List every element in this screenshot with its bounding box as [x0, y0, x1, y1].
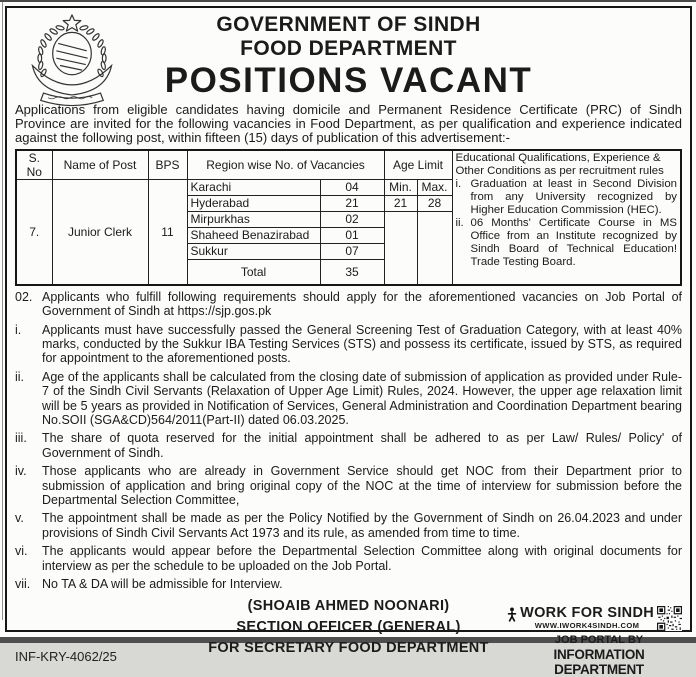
scan-top-rule [0, 0, 696, 2]
condition-item [15, 431, 682, 459]
cell-region-name: Hyderabad [187, 195, 320, 211]
condition-item [15, 511, 682, 539]
scan-left-rule [2, 2, 3, 620]
advertisement-ref-number: INF-KRY-4062/25 [15, 649, 117, 665]
subheader-min: Min. [384, 179, 417, 195]
iwork-url: WWW.IWORK4SINDH.COM [534, 621, 640, 631]
ad-footer [15, 593, 682, 677]
condition-text: Applicants must have successfully passed the General Screening Test of Graduation Category, with at least 40% marks, conducted by the Sukkur IBA Testing Services (STS) and possess its certificate, issued by STS, as required for appointment to the aforementioned posts. [42, 323, 682, 366]
cell-age-max: 28 [417, 195, 452, 211]
cell-region-count: 21 [320, 195, 384, 211]
condition-item [15, 290, 682, 318]
cell-total-count: 35 [320, 259, 384, 285]
col-header-age-limit: Age Limit [384, 150, 452, 180]
positions-vacant-title: POSITIONS VACANT [164, 61, 533, 100]
condition-item [15, 464, 682, 507]
condition-number: iv. [15, 464, 27, 479]
qualification-number: i. [455, 177, 462, 190]
signatory-for: FOR SECRETARY FOOD DEPARTMENT [208, 640, 489, 657]
conditions-list [15, 290, 682, 591]
cell-region-count: 04 [320, 179, 384, 195]
condition-text: No TA & DA will be admissible for Interview. [42, 577, 283, 592]
col-header-bps: BPS [148, 150, 187, 180]
cell-region-name: Mirpurkhas [187, 211, 320, 227]
qualification-number: ii. [455, 217, 464, 230]
department-title: FOOD DEPARTMENT [240, 37, 457, 60]
sindh-government-emblem-icon [21, 14, 123, 106]
portal-line2: INFORMATION DEPARTMENT [553, 647, 645, 677]
signatory-title: SECTION OFFICER (GENERAL) [236, 619, 461, 636]
condition-item [15, 544, 682, 572]
qualification-text: Graduation at least in Second Division from any University recognized by Higher Education Commission (HEC). [470, 177, 677, 216]
signatory-name: (SHOAIB AHMED NOONARI) [247, 598, 450, 615]
qualification-text: 06 Months' Certificate Course in MS Office from an Institute recognized by Sindh Board of Technical Education! Trade Testing Board. [470, 217, 677, 269]
cell-age-min-empty [384, 211, 417, 285]
ad-frame [5, 6, 692, 677]
condition-number: vi. [15, 544, 28, 559]
condition-number: 02. [15, 290, 33, 305]
qr-code-icon [657, 606, 682, 631]
condition-number: v. [15, 511, 24, 526]
cell-region-name: Shaheed Benazirabad [187, 227, 320, 243]
subheader-max: Max. [417, 179, 452, 195]
col-header-qualifications: Educational Qualifications, Experience & Other Conditions as per recruitment rules [455, 151, 664, 177]
cell-age-min: 21 [384, 195, 417, 211]
cell-region-name: Karachi [187, 179, 320, 195]
condition-item [15, 577, 682, 591]
condition-number: iii. [15, 431, 27, 446]
condition-text: Those applicants who are already in Government Service should get NOC from their Department prior to submission of application and bring original copy of the NOC at the time of interview for submission before the Departmental Selection Committee, [42, 464, 682, 507]
condition-text: The applicants would appear before the Departmental Selection Committee along with original documents for interview as per the schedule to be uploaded on the Job Portal. [42, 544, 682, 573]
intro-paragraph: Applications from eligible candidates having domicile and Permanent Residence Certificate (PRC) of Sindh Province are invited for the following vacancies in Food Department, as per qualification and experience indicated against the following post, within fifteen (15) days of publication of this advertisement:- [15, 102, 682, 146]
cell-post-name: Junior Clerk [52, 179, 148, 285]
col-header-region: Region wise No. of Vacancies [187, 150, 384, 180]
cell-region-name: Sukkur [187, 243, 320, 259]
cell-serial-number: 7. [16, 179, 52, 285]
cell-region-count: 02 [320, 211, 384, 227]
condition-text: The appointment shall be made as per the Policy Notified by the Government of Sindh on 26.04.2023 and under provisions of Sindh Civil Servants Act 1973 and its rule, as amended from time to time. [42, 511, 682, 540]
condition-text: The share of quota reserved for the initial appointment shall be adhered to as per Law/ Rules/ Policy' of Government of Sindh. [42, 431, 682, 460]
qualification-item [456, 178, 678, 217]
condition-number: vii. [15, 577, 31, 592]
qualification-item [456, 217, 678, 269]
cell-total-label: Total [187, 259, 320, 285]
cell-bps: 11 [148, 179, 187, 285]
condition-number: ii. [15, 370, 25, 385]
iwork-portal-block [516, 606, 682, 677]
cell-age-max-empty [417, 211, 452, 285]
cell-region-count: 01 [320, 227, 384, 243]
condition-number: i. [15, 323, 22, 338]
condition-text: Age of the applicants shall be calculated from the closing date of submission of application as provided under Rule-7 of the Sindh Civil Servants (Relaxation of Upper Age Limit) Rules, 2024. However, the upper age relaxation limit will be 5 years as provided in Notification of Services, General Administration and Coordination Department bearing No.SOII (SGA&CD)564/2011(Part-II) dated 06.03.2025. [42, 370, 682, 427]
col-header-sno: S. No [16, 150, 52, 180]
iwork-person-icon [507, 607, 517, 622]
vacancies-table [15, 149, 682, 286]
condition-item [15, 323, 682, 366]
cell-region-count: 07 [320, 243, 384, 259]
condition-text: Applicants who fulfill following requirements should apply for the aforementioned vacancies on Job Portal of Government of Sindh at https://sjp.gos.pk [42, 290, 682, 319]
government-title: GOVERNMENT OF SINDH [216, 13, 481, 36]
iwork-brand-text: WORK FOR SINDH [520, 605, 654, 622]
qualifications-cell [452, 150, 681, 285]
col-header-post: Name of Post [52, 150, 148, 180]
portal-line1: JOB PORTAL BY [554, 634, 644, 647]
condition-item [15, 370, 682, 427]
